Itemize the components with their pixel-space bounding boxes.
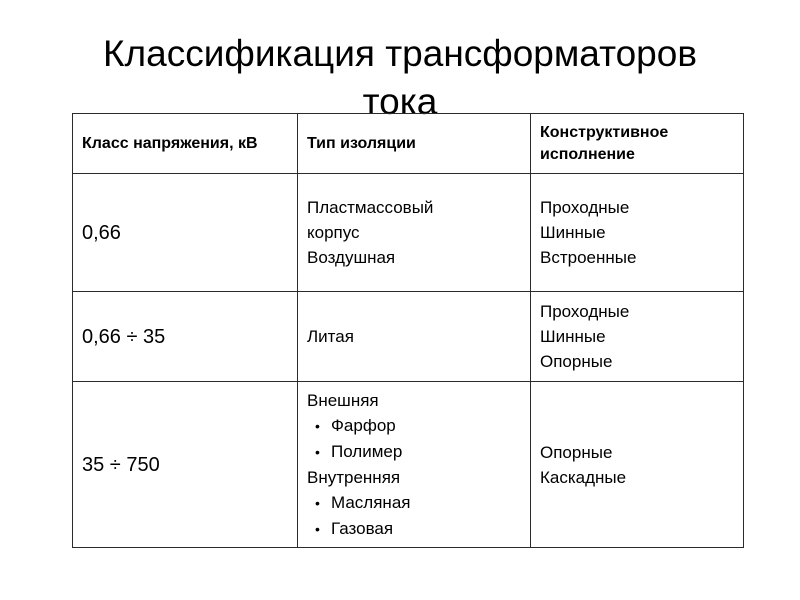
insulation-line: корпус (307, 223, 360, 242)
list-item (315, 439, 521, 465)
insulation-cell (298, 382, 531, 548)
voltage-cell: 0,66 ÷ 35 (73, 292, 298, 382)
list-item-label: Полимер (331, 441, 403, 461)
design-line: Каскадные (540, 467, 627, 487)
bullet-dot-icon: • (315, 443, 320, 460)
insulation-line: Пластмассовый (307, 198, 434, 217)
list-item (315, 490, 521, 516)
insulation-line: Воздушная (307, 248, 396, 267)
insulation-group-label: Внутренняя (307, 467, 401, 487)
insulation-group-label: Внешняя (307, 390, 379, 410)
insulation-bullet-list (307, 490, 521, 542)
list-item-label: Газовая (331, 518, 394, 538)
table-header-row (73, 114, 744, 174)
design-line: Проходные (540, 198, 630, 217)
design-cell (531, 292, 744, 382)
list-item (315, 413, 521, 439)
design-line: Шинные (540, 327, 606, 346)
bullet-dot-icon: • (315, 494, 320, 511)
voltage-cell: 0,66 (73, 174, 298, 292)
table-row (73, 174, 744, 292)
list-item (315, 516, 521, 542)
slide-title-line-2: тока (362, 81, 438, 122)
bullet-dot-icon: • (315, 520, 320, 537)
insulation-line: Литая (307, 327, 354, 346)
list-item-label: Фарфор (331, 415, 396, 435)
design-line: Опорные (540, 442, 613, 462)
design-cell (531, 382, 744, 548)
design-line: Опорные (540, 352, 613, 371)
slide-title-line-1: Классификация трансформаторов (102, 33, 697, 74)
header-design: Конструктивное исполнение (531, 114, 744, 174)
classification-table (72, 113, 744, 548)
bullet-dot-icon: • (315, 417, 320, 434)
design-line: Шинные (540, 223, 606, 242)
insulation-bullet-list (307, 413, 521, 465)
design-line: Проходные (540, 302, 630, 321)
table-row (73, 292, 744, 382)
voltage-cell: 35 ÷ 750 (73, 382, 298, 548)
insulation-cell (298, 174, 531, 292)
header-voltage-class: Класс напряжения, кВ (73, 114, 298, 174)
slide-title (0, 30, 800, 126)
design-cell (531, 174, 744, 292)
design-line: Встроенные (540, 248, 637, 267)
table-row (73, 382, 744, 548)
header-insulation-type: Тип изоляции (298, 114, 531, 174)
list-item-label: Масляная (331, 492, 411, 512)
insulation-cell (298, 292, 531, 382)
